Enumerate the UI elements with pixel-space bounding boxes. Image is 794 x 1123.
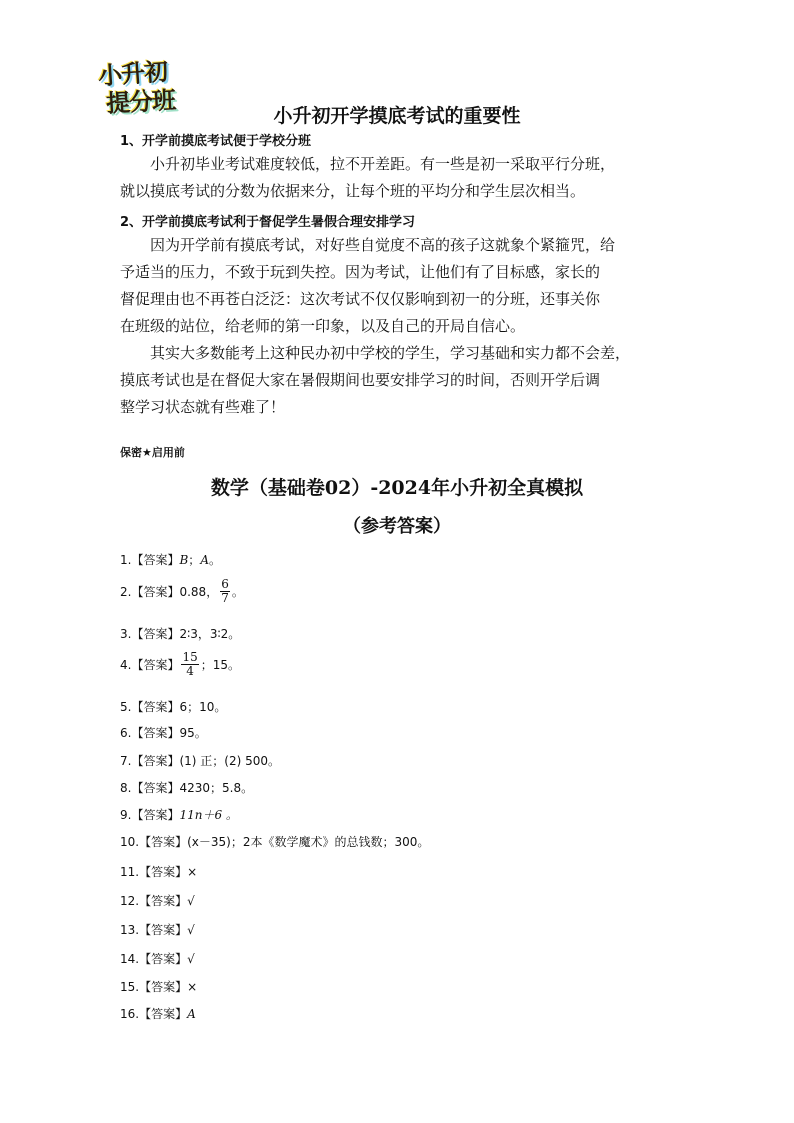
answer-text: 0.88， <box>179 585 219 599</box>
answer-tag: 【答案】 <box>139 865 188 879</box>
answer-item <box>120 806 238 823</box>
exam-title: 数学（基础卷02）-2024年小升初全真模拟 <box>210 477 584 499</box>
answer-text: B <box>179 552 189 567</box>
answer-number: 16. <box>120 1006 140 1021</box>
answer-tag: 【答案】 <box>139 1007 188 1021</box>
answer-item <box>120 698 226 715</box>
answer-item <box>120 921 195 938</box>
section-1-body <box>120 151 680 205</box>
answer-item <box>120 551 221 568</box>
confidential-label: 保密★启用前 <box>120 446 185 459</box>
answer-tag: 【答案】 <box>139 980 188 994</box>
fraction <box>220 578 230 605</box>
section-2-line: 整学习状态就有些难了！ <box>120 398 286 416</box>
answer-item <box>120 833 429 850</box>
answer-tag: 【答案】 <box>131 553 180 567</box>
answer-tag: 【答案】 <box>131 627 180 641</box>
section-2-line: 因为开学前有摸底考试，对好些自觉度不高的孩子这就象个紧箍咒，给 <box>150 236 616 254</box>
answer-text: 2∶3，3∶2。 <box>179 627 241 641</box>
section-1-line: 就以摸底考试的分数为依据来分，让每个班的平均分和学生层次相当。 <box>120 182 586 200</box>
answer-text: A <box>200 552 209 567</box>
page-title: 小升初开学摸底考试的重要性 <box>273 105 521 127</box>
answer-number: 6. <box>120 725 132 740</box>
answer-text: (1) 正；(2) 500。 <box>179 754 280 768</box>
answer-item <box>120 724 207 741</box>
section-2-heading: 2、开学前摸底考试利于督促学生暑假合理安排学习 <box>120 215 416 230</box>
answer-tag: 【答案】 <box>131 754 180 768</box>
answer-tag: 【答案】 <box>131 700 180 714</box>
answer-number: 12. <box>120 893 140 908</box>
answer-item <box>120 752 280 769</box>
answer-number: 8. <box>120 780 132 795</box>
section-2-line: 在班级的站位，给老师的第一印象，以及自己的开局自信心。 <box>120 317 526 335</box>
answer-text: ；15。 <box>200 658 241 672</box>
answer-number: 10. <box>120 834 140 849</box>
answer-item <box>120 578 244 605</box>
section-2-line: 摸底考试也是在督促大家在暑假期间也要安排学习的时间，否则开学后调 <box>120 371 601 389</box>
answer-text: (x－35)；2本《数学魔术》的总钱数；300。 <box>187 835 430 849</box>
answer-item <box>120 779 253 796</box>
answer-number: 1. <box>120 552 132 567</box>
answer-item <box>120 950 195 967</box>
answer-item <box>120 978 197 995</box>
answer-text: 4230；5.8。 <box>179 781 254 795</box>
answer-text: × <box>187 979 198 994</box>
answer-number: 5. <box>120 699 132 714</box>
answer-item <box>120 625 240 642</box>
answer-text: × <box>187 864 198 879</box>
section-2-body <box>120 232 680 421</box>
answer-tag: 【答案】 <box>131 726 180 740</box>
answer-text: √ <box>187 893 195 908</box>
section-1-line: 小升初毕业考试难度较低，拉不开差距。有一些是初一采取平行分班， <box>150 155 616 173</box>
answer-tag: 【答案】 <box>139 894 188 908</box>
answer-number: 4. <box>120 657 132 672</box>
answer-number: 15. <box>120 979 140 994</box>
answer-item <box>120 892 195 909</box>
answer-text: 11n＋6 。 <box>179 808 238 822</box>
section-2-line: 其实大多数能考上这种民办初中学校的学生，学习基础和实力都不会差， <box>150 344 631 362</box>
section-1-heading: 1、开学前摸底考试便于学校分班 <box>120 134 312 149</box>
answer-number: 11. <box>120 864 140 879</box>
fraction <box>181 651 198 678</box>
answer-tag: 【答案】 <box>139 923 188 937</box>
answer-tag: 【答案】 <box>139 952 188 966</box>
answer-tag: 【答案】 <box>131 808 180 822</box>
logo-line-1: 小升初 <box>97 57 169 91</box>
answer-text: A <box>187 1006 196 1021</box>
answer-tag: 【答案】 <box>131 781 180 795</box>
answer-item <box>120 1005 196 1022</box>
answer-item <box>120 863 197 880</box>
answer-number: 2. <box>120 584 132 599</box>
answer-text: 95。 <box>179 726 207 740</box>
fraction-numerator: 15 <box>182 650 198 664</box>
answer-item <box>120 651 240 678</box>
answer-text: 。 <box>231 585 244 599</box>
answer-text: 。 <box>208 553 221 567</box>
section-2-line: 予适当的压力，不致于玩到失控。因为考试，让他们有了目标感，家长的 <box>120 263 601 281</box>
answer-number: 13. <box>120 922 140 937</box>
answer-number: 14. <box>120 951 140 966</box>
answer-number: 9. <box>120 807 132 822</box>
fraction-denominator: 4 <box>186 664 194 678</box>
answer-tag: 【答案】 <box>131 585 180 599</box>
answer-tag: 【答案】 <box>139 835 188 849</box>
answer-text: √ <box>187 922 195 937</box>
answer-text: ； <box>188 553 201 567</box>
fraction-denominator: 7 <box>221 591 229 605</box>
answer-text: 6；10。 <box>179 700 227 714</box>
answer-number: 3. <box>120 626 132 641</box>
section-2-line: 督促理由也不再苍白泛泛：这次考试不仅仅影响到初一的分班，还事关你 <box>120 290 601 308</box>
answer-number: 7. <box>120 753 132 768</box>
answer-key-subtitle: （参考答案） <box>343 516 451 537</box>
answer-tag: 【答案】 <box>131 658 180 672</box>
fraction-numerator: 6 <box>221 577 229 591</box>
logo-line-2: 提分班 <box>105 86 176 118</box>
answer-text: √ <box>187 951 195 966</box>
